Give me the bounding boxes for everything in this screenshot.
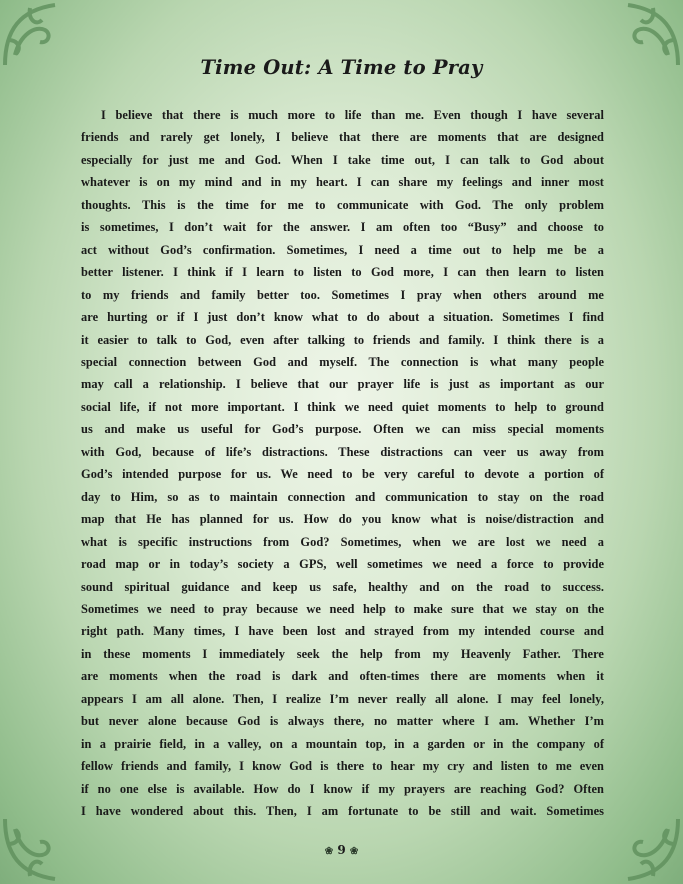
text-line: special connection between God and myself. The connection is what many people	[81, 354, 604, 369]
text-line: map that He has planned for us. How do you know what is noise/distraction and	[81, 512, 604, 527]
text-line: Sometimes we need to pray because we need help to make sure that we stay on the	[81, 601, 604, 616]
flourish-left-icon: ❀	[324, 846, 334, 857]
text-line: if no one else is available. How do I know if my prayers are reaching God? Often	[81, 781, 604, 796]
text-line: in these moments I immediately seek the help from my Heavenly Father. There	[81, 646, 604, 661]
text-line: with God, because of life’s distractions. These distractions can veer us away from	[81, 444, 604, 459]
text-line: whatever is on my mind and in my heart. I can share my feelings and inner most	[81, 175, 604, 190]
text-line: appears I am all alone. Then, I realize I’m never really all alone. I may feel lonely,	[81, 691, 604, 706]
text-line: is sometimes, I don’t wait for the answer. I am often too “Busy” and choose to	[81, 220, 604, 235]
text-line: social life, if not more important. I think we need quiet moments to help to ground	[81, 399, 604, 414]
body-paragraph	[81, 104, 604, 823]
flourish-right-icon: ❀	[349, 846, 359, 857]
text-line: are moments when the road is dark and often-times there are moments when it	[81, 669, 604, 684]
text-line: right path. Many times, I have been lost and strayed from my intended course and	[81, 624, 604, 639]
page-footer	[0, 843, 683, 857]
page-title: Time Out: A Time to Pray	[200, 56, 483, 79]
text-line: thoughts. This is the time for me to communicate with God. The only problem	[81, 197, 604, 212]
text-line: are hurting or if I just don’t know what to do about a situation. Sometimes I find	[81, 310, 604, 325]
text-line: it easier to talk to God, even after talking to friends and family. I think there is a	[81, 332, 604, 347]
text-line: but never alone because God is always there, no matter where I am. Whether I’m	[81, 714, 604, 729]
text-line: fellow friends and family, I know God is there to hear my cry and listen to me even	[81, 759, 604, 774]
text-line: may call a relationship. I believe that our prayer life is just as important as our	[81, 377, 604, 392]
text-line: road map or in today’s society a GPS, well sometimes we need a force to provide	[81, 557, 604, 572]
text-line: us and make us useful for God’s purpose. Often we can miss special moments	[81, 422, 604, 437]
text-line: what is specific instructions from God? Sometimes, when we are lost we need a	[81, 534, 604, 549]
text-line: I have wondered about this. Then, I am fortunate to be still and wait. Sometimes	[81, 804, 604, 819]
text-line: to my friends and family better too. Sometimes I pray when others around me	[81, 287, 604, 302]
text-line: especially for just me and God. When I take time out, I can talk to God about	[81, 152, 604, 167]
text-line: God’s intended purpose for us. We need to be very careful to devote a portion of	[81, 467, 604, 482]
text-line: in a prairie field, in a valley, on a mountain top, in a garden or in the company of	[81, 736, 604, 751]
text-line: friends and rarely get lonely, I believe that there are moments that are designed	[81, 130, 604, 145]
text-line: I believe that there is much more to life than me. Even though I have several	[101, 108, 604, 122]
text-line: better listener. I think if I learn to listen to God more, I can then learn to listen	[81, 265, 604, 280]
text-line: day to Him, so as to maintain connection and communication to stay on the road	[81, 489, 604, 504]
text-line: sound spiritual guidance and keep us safe, healthy and on the road to success.	[81, 579, 604, 594]
page-number: 9	[337, 843, 346, 857]
text-line: act without God’s confirmation. Sometimes, I need a time out to help me be a	[81, 242, 604, 257]
